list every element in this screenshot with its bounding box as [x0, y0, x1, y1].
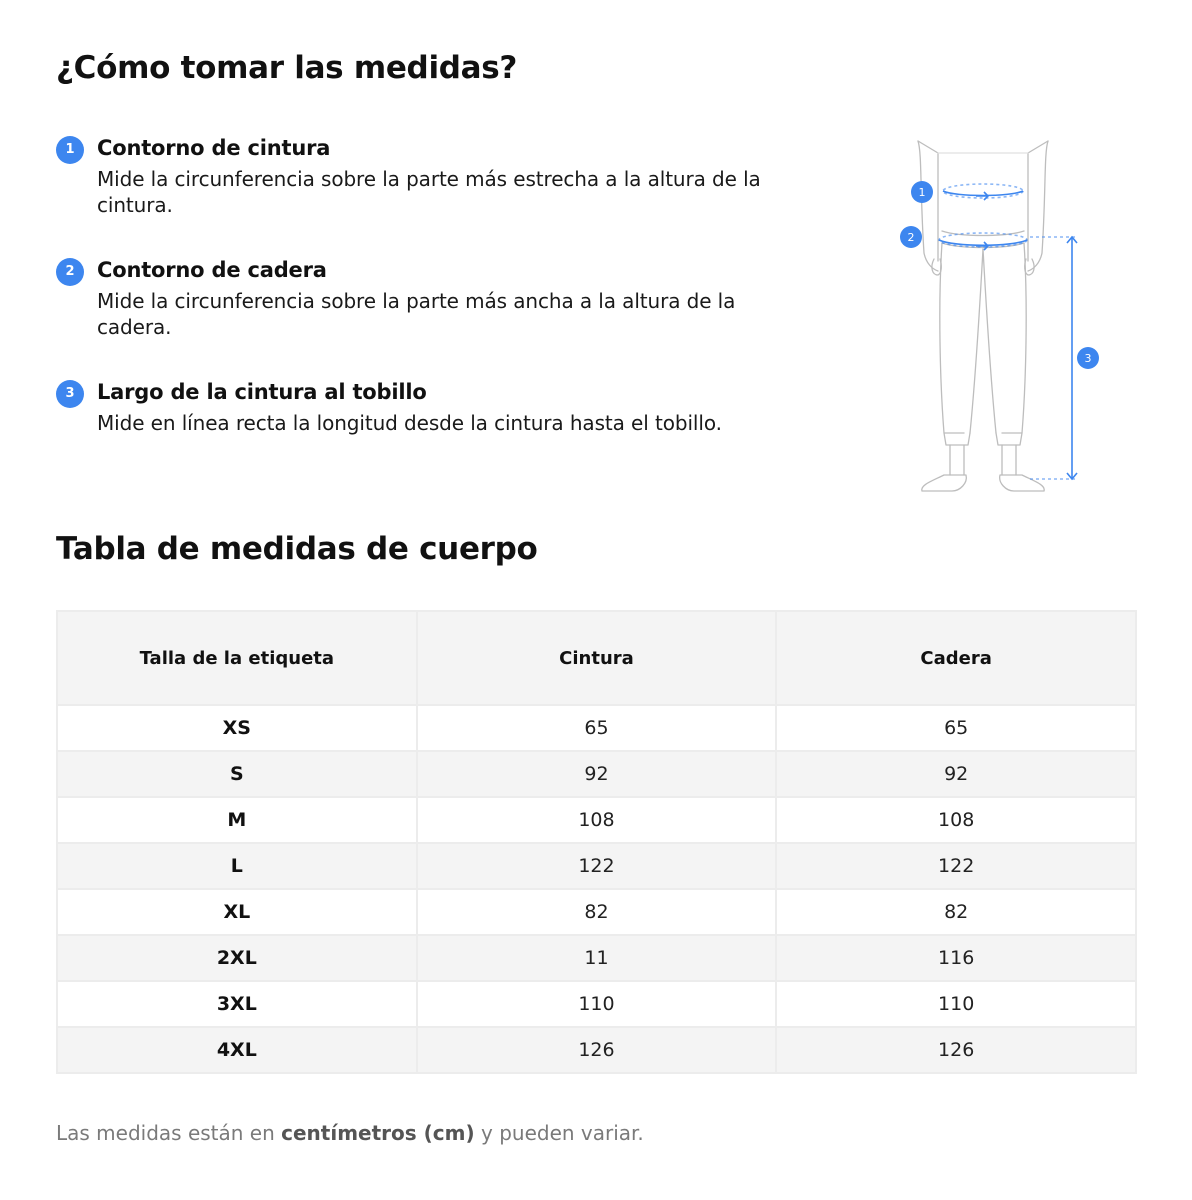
step-title: Contorno de cadera	[97, 258, 327, 282]
cell-waist: 108	[417, 797, 777, 843]
marker-label: 1	[918, 186, 926, 199]
step-number-badge: 1	[56, 136, 84, 164]
how-to-title: ¿Cómo tomar las medidas?	[56, 50, 518, 86]
cell-size: L	[57, 843, 417, 889]
table-row	[57, 797, 1136, 843]
size-table	[56, 610, 1137, 1074]
cell-waist: 110	[417, 981, 777, 1027]
cell-waist: 82	[417, 889, 777, 935]
step-description: Mide la circunferencia sobre la parte más ancha a la altura de la cadera.	[97, 289, 736, 339]
step-title: Largo de la cintura al tobillo	[97, 380, 427, 404]
measurement-steps	[56, 133, 796, 473]
table-row	[57, 751, 1136, 797]
step-waist	[56, 133, 796, 218]
size-table-title: Tabla de medidas de cuerpo	[56, 531, 538, 567]
step-title: Contorno de cintura	[97, 136, 331, 160]
body-figure-svg	[880, 133, 1120, 503]
cell-size: 3XL	[57, 981, 417, 1027]
body-measurement-illustration	[880, 133, 1120, 503]
measure-lines	[939, 184, 1077, 479]
cell-hip: 116	[776, 935, 1136, 981]
cell-size: S	[57, 751, 417, 797]
cell-hip: 110	[776, 981, 1136, 1027]
cell-waist: 11	[417, 935, 777, 981]
cell-hip: 92	[776, 751, 1136, 797]
cell-waist: 126	[417, 1027, 777, 1073]
table-row	[57, 843, 1136, 889]
cell-waist: 65	[417, 705, 777, 751]
step-hip	[56, 255, 796, 340]
marker-label: 3	[1084, 352, 1092, 365]
column-header-waist: Cintura	[417, 611, 777, 705]
cell-waist: 92	[417, 751, 777, 797]
figure-markers	[900, 181, 1099, 369]
units-footnote	[56, 1119, 644, 1147]
step-waist-to-ankle	[56, 377, 796, 436]
cell-size: 4XL	[57, 1027, 417, 1073]
column-header-hip: Cadera	[776, 611, 1136, 705]
table-row	[57, 705, 1136, 751]
footnote-prefix: Las medidas están en	[56, 1121, 282, 1145]
footnote-unit: centímetros (cm)	[281, 1121, 475, 1145]
table-row	[57, 935, 1136, 981]
step-number-badge: 2	[56, 258, 84, 286]
cell-waist: 122	[417, 843, 777, 889]
cell-hip: 108	[776, 797, 1136, 843]
cell-size: XS	[57, 705, 417, 751]
cell-size: XL	[57, 889, 417, 935]
cell-hip: 122	[776, 843, 1136, 889]
column-header-size: Talla de la etiqueta	[57, 611, 417, 705]
pants-outline	[918, 141, 1048, 491]
cell-size: 2XL	[57, 935, 417, 981]
cell-hip: 126	[776, 1027, 1136, 1073]
step-number-badge: 3	[56, 380, 84, 408]
table-header-row	[57, 611, 1136, 705]
table-row	[57, 889, 1136, 935]
footnote-suffix: y pueden variar.	[474, 1121, 644, 1145]
cell-hip: 82	[776, 889, 1136, 935]
step-description: Mide la circunferencia sobre la parte más estrecha a la altura de la cintura.	[97, 167, 761, 217]
marker-label: 2	[907, 231, 915, 244]
step-description: Mide en línea recta la longitud desde la cintura hasta el tobillo.	[97, 411, 722, 435]
table-row	[57, 981, 1136, 1027]
table-row	[57, 1027, 1136, 1073]
cell-hip: 65	[776, 705, 1136, 751]
cell-size: M	[57, 797, 417, 843]
